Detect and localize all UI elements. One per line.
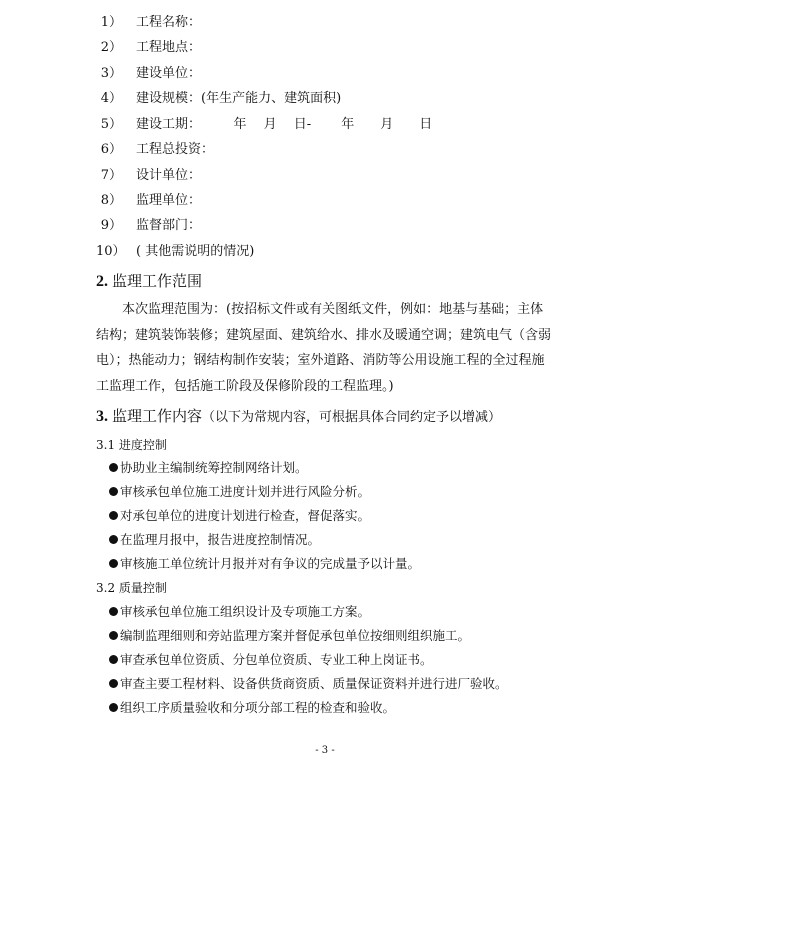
- section-number: 2.: [96, 273, 108, 290]
- bullet-item: 审查承包单位资质、分包单位资质、专业工种上岗证书。: [109, 652, 433, 668]
- subsection-title: 3.2 质量控制: [96, 581, 167, 595]
- list-text: 监理单位：: [136, 193, 202, 208]
- list-number: 4）: [100, 91, 122, 106]
- bullet-item: 审核施工单位统计月报并对有争议的完成量予以计量。: [109, 556, 420, 572]
- bullet-icon: [109, 703, 118, 712]
- section-heading: [96, 407, 501, 427]
- list-item: [96, 168, 201, 184]
- list-item: [96, 193, 201, 209]
- section-number: 3.: [96, 408, 108, 425]
- bullet-icon: [109, 631, 118, 640]
- bullet-icon: [109, 559, 118, 568]
- list-item: [96, 91, 341, 107]
- list-number: 5）: [100, 117, 122, 132]
- bullet-icon: [109, 607, 118, 616]
- bullet-item: 审查主要工程材料、设备供货商资质、质量保证资料并进行进厂验收。: [109, 676, 508, 692]
- page-number: - 3 -: [315, 745, 335, 756]
- list-item: [96, 142, 214, 158]
- list-text: 设计单位：: [136, 168, 202, 183]
- bullet-item: 组织工序质量验收和分项分部工程的检查和验收。: [109, 700, 395, 716]
- list-number: 8）: [100, 193, 122, 208]
- list-text: 建设单位：: [136, 66, 202, 81]
- list-number: 3）: [100, 66, 122, 81]
- bullet-icon: [109, 535, 118, 544]
- bullet-icon: [109, 655, 118, 664]
- bullet-item: 在监理月报中，报告进度控制情况。: [109, 532, 320, 548]
- list-text: 工程总投资：: [136, 142, 215, 157]
- list-text: 建设规模：(年生产能力、建筑面积): [136, 91, 342, 106]
- list-number: 7）: [100, 168, 122, 183]
- section-note: （以下为常规内容，可根据具体合同约定予以增减）: [202, 410, 502, 425]
- bullet-item: 编制监理细则和旁站监理方案并督促承包单位按细则组织施工。: [109, 628, 470, 644]
- list-text: ( 其他需说明的情况): [136, 244, 255, 259]
- list-number: 10）: [96, 244, 126, 259]
- list-text: 工程名称：: [136, 15, 202, 30]
- list-text: 工程地点：: [136, 40, 202, 55]
- bullet-icon: [109, 463, 118, 472]
- list-item: [96, 218, 201, 234]
- list-number: 9）: [100, 218, 122, 233]
- list-item: [96, 66, 201, 82]
- list-number: 2）: [100, 40, 122, 55]
- list-text: 建设工期： 年 月 日- 年 月 日: [136, 117, 433, 132]
- bullet-icon: [109, 679, 118, 688]
- list-item: [96, 117, 432, 133]
- list-item: [96, 15, 201, 31]
- list-item: [96, 244, 254, 260]
- section-title: 监理工作内容: [112, 407, 203, 425]
- subsection-title: 3.1 进度控制: [96, 438, 167, 452]
- bullet-item: 对承包单位的进度计划进行检查，督促落实。: [109, 508, 370, 524]
- list-text: 监督部门：: [136, 218, 202, 233]
- list-item: [96, 40, 201, 56]
- section-paragraph: [96, 297, 551, 399]
- bullet-item: 审核承包单位施工进度计划并进行风险分析。: [109, 484, 370, 500]
- bullet-item: 协助业主编制统筹控制网络计划。: [109, 460, 308, 476]
- paragraph-text: 本次监理范围为：(按招标文件或有关图纸文件，例如：地基与基础；主体结构；建筑装饰装修；建筑屋面、建筑给水、排水及暖通空调；建筑电气（含弱电）；热能动力；钢结构制作安装；室外道路、消防等公用设施工程的全过程施工监理工作，包括施工阶段及保修阶段的工程监理。): [96, 302, 552, 394]
- bullet-item: 审核承包单位施工组织设计及专项施工方案。: [109, 604, 370, 620]
- list-number: 6）: [100, 142, 122, 157]
- bullet-icon: [109, 487, 118, 496]
- list-number: 1）: [100, 15, 122, 30]
- section-heading: [96, 272, 202, 291]
- section-title: 监理工作范围: [112, 272, 203, 290]
- bullet-icon: [109, 511, 118, 520]
